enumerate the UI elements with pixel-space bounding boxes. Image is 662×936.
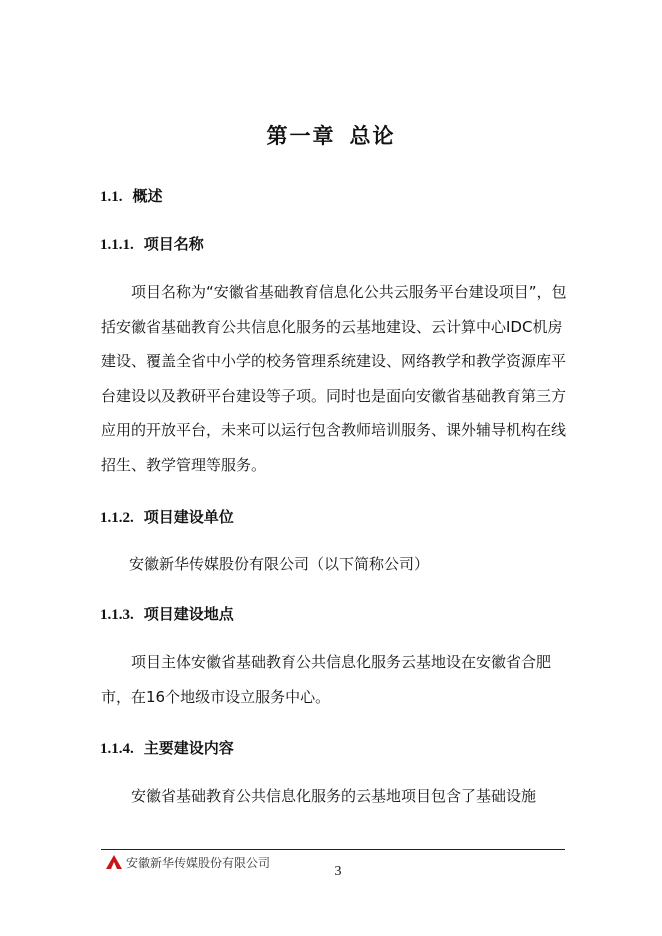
chapter-name: 总论 bbox=[349, 123, 396, 148]
section-heading-1-1-1 bbox=[100, 233, 204, 254]
construction-site-paragraph: 项目主体安徽省基础教育公共信息化服务云基地设在安徽省合肥市，在16个地级市设立服务中心。 bbox=[101, 653, 552, 706]
section-number: 1.1.2. bbox=[100, 510, 134, 526]
section-number: 1.1. bbox=[100, 189, 123, 205]
footer-divider bbox=[101, 849, 565, 850]
project-name-paragraph: 项目名称为“安徽省基础教育信息化公共云服务平台建设项目”，包括安徽省基础教育公共信息化服务的云基地建设、云计算中心IDC机房建设、覆盖全省中小学的校务管理系统建设、网络教学和教学资源库平台建设以及教研平台建设等子项。同时也是面向安徽省基础教育第三方应用的开放平台，未来可以运行包含教师培训服务、课外辅导机构在线招生、教学管理等服务。 bbox=[101, 283, 567, 474]
construction-unit-text: 安徽新华传媒股份有限公司（以下简称公司） bbox=[129, 555, 430, 573]
section-number: 1.1.1. bbox=[100, 237, 134, 253]
section-title: 概述 bbox=[132, 187, 163, 205]
chapter-title bbox=[0, 120, 662, 150]
main-content-paragraph: 安徽省基础教育公共信息化服务的云基地项目包含了基础设施 bbox=[131, 787, 537, 805]
section-title: 项目建设单位 bbox=[143, 508, 234, 526]
section-title: 主要建设内容 bbox=[143, 739, 234, 757]
section-heading-1-1 bbox=[100, 185, 163, 206]
section-title: 项目建设地点 bbox=[143, 605, 234, 623]
section-heading-1-1-4 bbox=[100, 737, 234, 758]
page-number: 3 bbox=[334, 864, 342, 879]
section-number: 1.1.3. bbox=[100, 607, 134, 623]
section-heading-1-1-2 bbox=[100, 506, 234, 527]
section-number: 1.1.4. bbox=[100, 741, 134, 757]
section-heading-1-1-3 bbox=[100, 603, 234, 624]
chapter-number: 第一章 bbox=[266, 123, 336, 148]
footer-company-name: 安徽新华传媒股份有限公司 bbox=[126, 856, 271, 870]
section-title: 项目名称 bbox=[143, 235, 204, 253]
